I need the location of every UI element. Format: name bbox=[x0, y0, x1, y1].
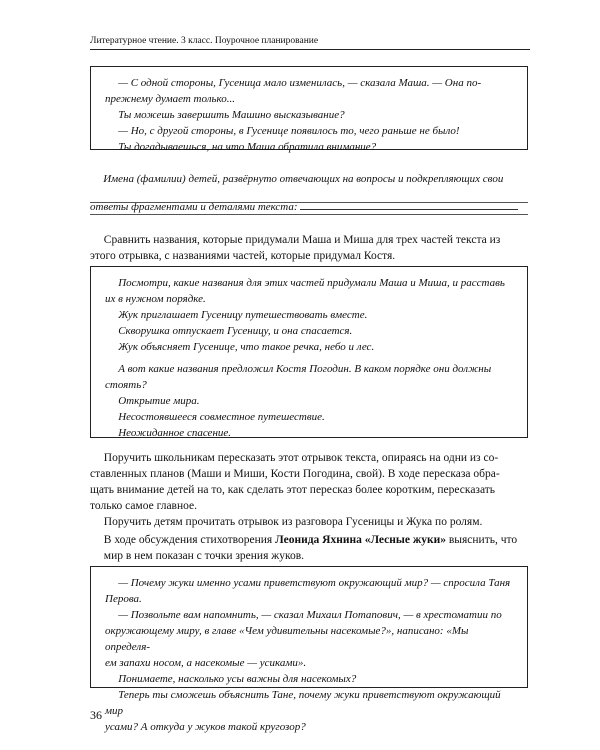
paragraph-line: только самое главное. bbox=[90, 500, 198, 512]
box2-line: Скворушка отпускает Гусеницу, и она спасается. bbox=[118, 325, 353, 337]
paragraph-line: щать внимание детей на то, как сделать этот пересказ более коротким, пересказать bbox=[90, 484, 496, 496]
dialogue-box-1 bbox=[90, 66, 528, 153]
box3-line: усами? А откуда у жуков такой кругозор? bbox=[105, 721, 306, 733]
answer-rule bbox=[90, 202, 528, 203]
box3-line: Перова. bbox=[105, 593, 142, 605]
poem-title: Леонида Яхнина «Лесные жуки» bbox=[275, 534, 446, 546]
box2-line: Открытие мира. bbox=[118, 395, 200, 407]
answer-rule bbox=[90, 214, 528, 215]
box2-line: их в нужном порядке. bbox=[105, 293, 206, 305]
box2-line: Неожиданное спасение. bbox=[118, 427, 232, 439]
box2-line: стоять? bbox=[105, 379, 147, 391]
paragraph-retell bbox=[90, 450, 528, 530]
box3-line: ем запахи носом, а насекомые — усиками». bbox=[105, 657, 307, 669]
note-line: ответы фрагментами и деталями текста: bbox=[90, 201, 298, 213]
note-line: Имена (фамилии) детей, развёрнуто отвечающих на вопросы и подкрепляющих свои bbox=[103, 173, 504, 185]
box1-line: Ты можешь завершить Машино высказывание? bbox=[118, 109, 345, 121]
box2-line: Несостоявшееся совместное путешествие. bbox=[118, 411, 325, 423]
box1-line: — Но, с другой стороны, в Гусенице появилось то, чего раньше не было! bbox=[118, 125, 460, 137]
box3-line: — Позвольте вам напомнить, — сказал Михаил Потапович, — в хрестоматии по bbox=[118, 609, 502, 621]
paragraph-compare bbox=[90, 232, 528, 264]
paragraph-line: ставленных планов (Маши и Миши, Кости Погодина, свой). В ходе пересказа обра- bbox=[90, 468, 500, 480]
box3-line: окружающему миру, в главе «Чем удивительны насекомые?», написано: «Мы определя- bbox=[105, 625, 469, 653]
paragraph-line: этого отрывка, с названиями частей, которые придумал Костя. bbox=[90, 250, 396, 262]
answer-line bbox=[300, 198, 518, 210]
box2-line: Жук приглашает Гусеницу путешествовать вместе. bbox=[118, 309, 368, 321]
paragraph-line: Поручить детям прочитать отрывок из разговора Гусеницы и Жука по ролям. bbox=[103, 516, 483, 528]
paragraph-line: мир в нем показан с точки зрения жуков. bbox=[103, 550, 304, 562]
box3-line: — Почему жуки именно усами приветствуют окружающий мир? — спросила Таня bbox=[118, 577, 511, 589]
box3-line: Понимаете, насколько усы важны для насекомых? bbox=[118, 673, 357, 685]
running-header: Литературное чтение. 3 класс. Поурочное планирование bbox=[90, 36, 530, 50]
paragraph-line: Сравнить названия, которые придумали Маша и Миша для трех частей текста из bbox=[103, 234, 501, 246]
box3-line: Теперь ты сможешь объяснить Тане, почему жуки приветствуют окружающий мир bbox=[105, 689, 501, 717]
page-number: 36 bbox=[90, 708, 102, 722]
box2-line: Посмотри, какие названия для этих частей придумали Маша и Миша, и расставь bbox=[118, 277, 505, 289]
box2-line: А вот какие названия предложил Костя Погодин. В каком порядке они должны bbox=[118, 363, 492, 375]
box2-line: Жук объясняет Гусенице, что такое речка, небо и лес. bbox=[118, 341, 375, 353]
box1-line: Ты догадываешься, на что Маша обратила внимание? bbox=[118, 141, 377, 153]
box1-line: прежнему думает только... bbox=[105, 93, 235, 105]
paragraph-text: выяснить, что bbox=[445, 534, 518, 546]
paragraph-discussion bbox=[90, 532, 528, 564]
box1-line: — С одной стороны, Гусеница мало изменилась, — сказала Маша. — Она по- bbox=[118, 77, 482, 89]
teacher-note bbox=[90, 160, 528, 226]
titles-box bbox=[90, 266, 528, 438]
paragraph-text: В ходе обсуждения стихотворения bbox=[103, 534, 276, 546]
paragraph-line: Поручить школьникам пересказать этот отрывок текста, опираясь на одни из со- bbox=[103, 452, 499, 464]
